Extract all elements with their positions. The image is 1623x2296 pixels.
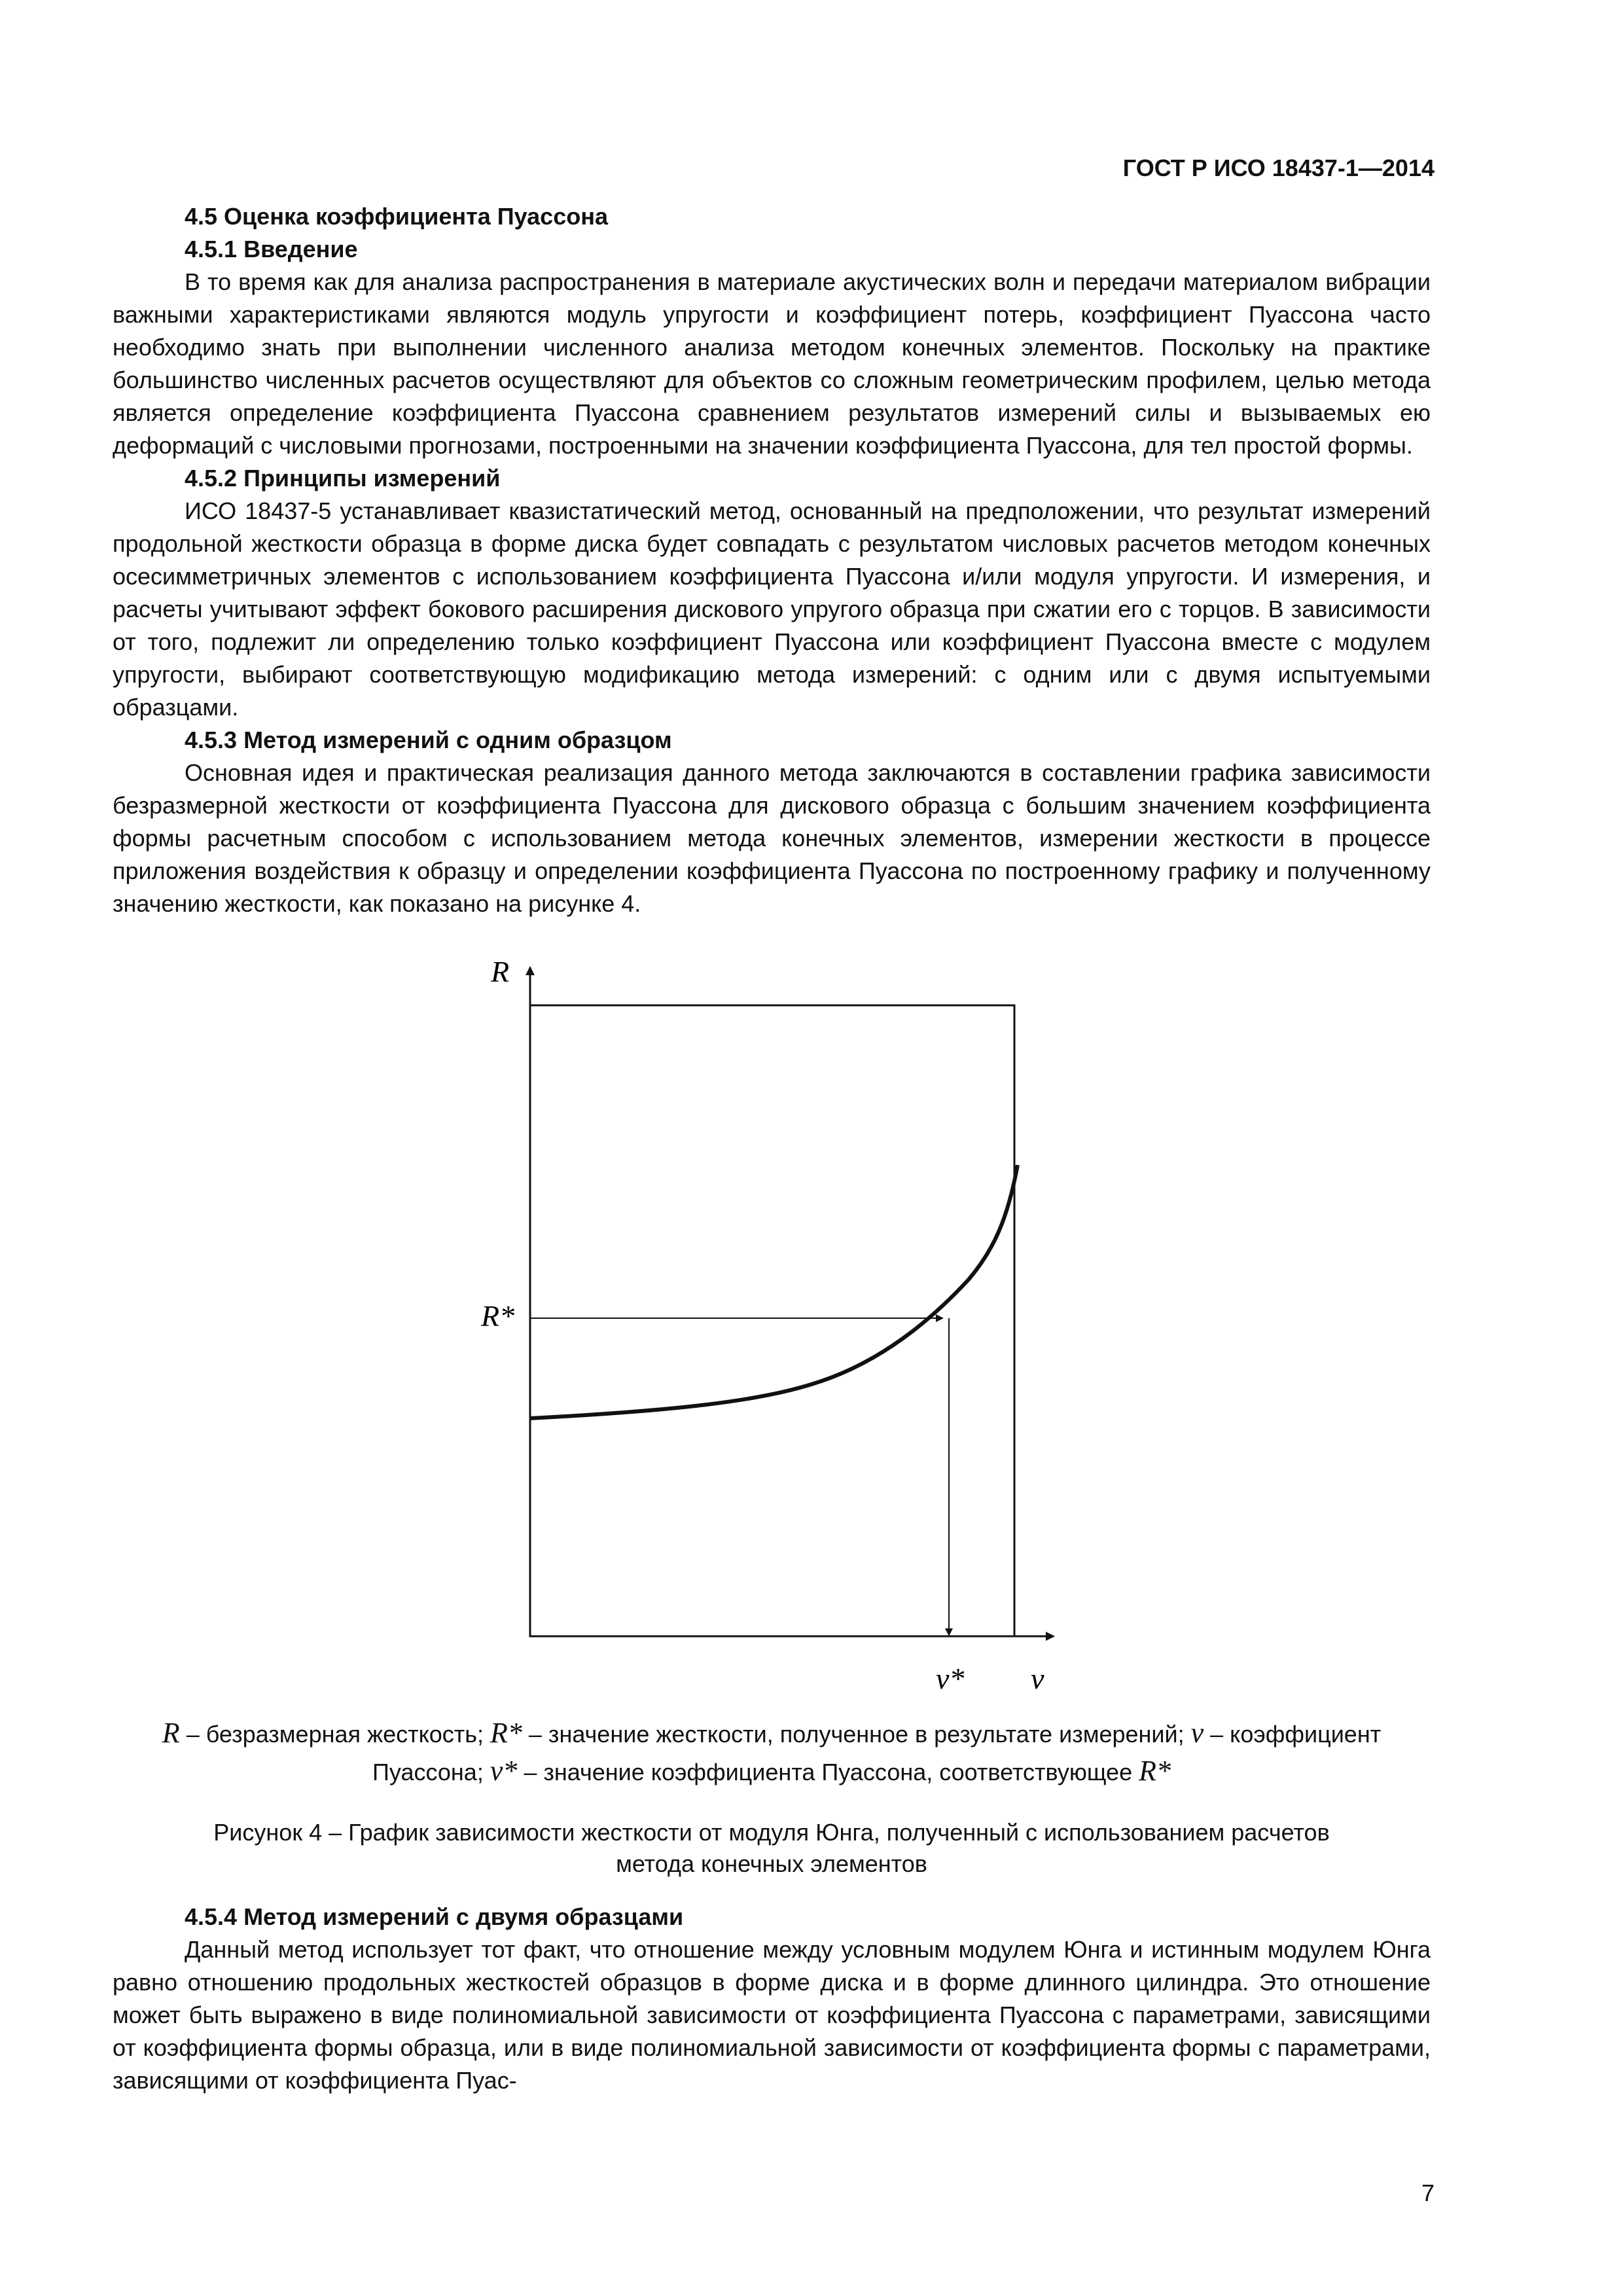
y-axis-label: R: [491, 955, 510, 988]
figure-caption-line-1: Рисунок 4 – График зависимости жесткости от модуля Юнга, полученный с использованием расчетов: [213, 1819, 1330, 1846]
figure-legend: [113, 1715, 1431, 1791]
section-4-5: [113, 200, 1431, 920]
legend-definition-nu: – коэффициент Пуассона;: [372, 1721, 1382, 1785]
legend-symbol-nu-star: ν*: [490, 1755, 518, 1787]
legend-definition-r-star: – значение жесткости, полученное в результате измерений;: [522, 1721, 1191, 1748]
legend-definition-r: – безразмерная жесткость;: [179, 1721, 491, 1748]
plot-frame: [530, 1005, 1014, 1636]
subsection-title-4-5-4: 4.5.4 Метод измерений с двумя образцами: [185, 1903, 684, 1930]
page-number: 7: [1421, 2179, 1435, 2206]
section-title: 4.5 Оценка коэффициента Пуассона: [185, 203, 608, 230]
stiffness-curve: [530, 1165, 1018, 1418]
document-header: ГОСТ Р ИСО 18437-1—2014: [1122, 154, 1435, 181]
legend-symbol-r-star-ref: R*: [1139, 1755, 1171, 1787]
paragraph-4-5-2: ИСО 18437-5 устанавливает квазистатический метод, основанный на предположении, что результат измерений продольной жесткости образца в форме диска будет совпадать с результатом числовых расчетов методом конечных осесимметричных элементов с использованием коэффициента Пуассона и/или модуля упругости. И измерения, и расчеты учитывают эффект бокового расширения дискового упругого образца при сжатии его с торцов. В зависимости от того, подлежит ли определению только коэффициент Пуассона или коэффициент Пуассона вместе с модулем упругости, выбирают соответствующую модификацию метода измерений: с одним или с двумя испытуемыми образцами.: [113, 497, 1431, 721]
figure-caption: [113, 1817, 1431, 1880]
legend-symbol-r: R: [162, 1717, 180, 1749]
subsection-title-4-5-1: 4.5.1 Введение: [185, 236, 358, 262]
paragraph-4-5-3: Основная идея и практическая реализация данного метода заключаются в составлении графика зависимости безразмерной жесткости от коэффициента Пуассона для дискового образца с большим значением коэффициента формы расчетным способом с использованием метода конечных элементов, измерении жесткости в процессе приложения воздействия к образцу и определении коэффициента Пуассона по построенному графику и полученному значению жесткости, как показано на рисунке 4.: [113, 759, 1431, 917]
legend-symbol-nu: ν: [1190, 1717, 1204, 1749]
legend-symbol-r-star: R*: [490, 1717, 522, 1749]
figure-4-diagram: [419, 942, 1113, 1702]
subsection-title-4-5-2: 4.5.2 Принципы измерений: [185, 465, 501, 492]
paragraph-4-5-1: В то время как для анализа распространения в материале акустических волн и передачи материалом вибрации важными характеристиками являются модуль упругости и коэффициент потерь, коэффициент Пуассона часто необходимо знать при выполнении численного анализа методом конечных элементов. Поскольку на практике большинство численных расчетов осуществляют для объектов со сложным геометрическим профилем, целью метода является определение коэффициента Пуассона сравнением результатов измерений силы и вызываемых ею деформаций с числовыми прогнозами, построенными на значении коэффициента Пуассона, для тел простой формы.: [113, 268, 1431, 459]
figure-caption-line-2: метода конечных элементов: [616, 1850, 927, 1877]
nu-star-label: ν*: [936, 1662, 965, 1695]
legend-definition-nu-star: – значение коэффициента Пуассона, соответствующее: [517, 1759, 1139, 1785]
subsection-title-4-5-3: 4.5.3 Метод измерений с одним образцом: [185, 726, 672, 753]
r-star-label: R*: [481, 1299, 515, 1333]
section-4-5-4: [113, 1901, 1431, 2097]
paragraph-4-5-4: Данный метод использует тот факт, что отношение между условным модулем Юнга и истинным модулем Юнга равно отношению продольных жесткостей образцов в форме диска и в форме длинного цилиндра. Это отношение может быть выражено в виде полиномиальной зависимости от коэффициента Пуассона с параметрами, зависящими от коэффициента формы образца, или в виде полиномиальной зависимости от коэффициента формы с параметрами, зависящими от коэффициента Пуас-: [113, 1936, 1431, 2094]
x-axis-label: ν: [1031, 1662, 1044, 1695]
